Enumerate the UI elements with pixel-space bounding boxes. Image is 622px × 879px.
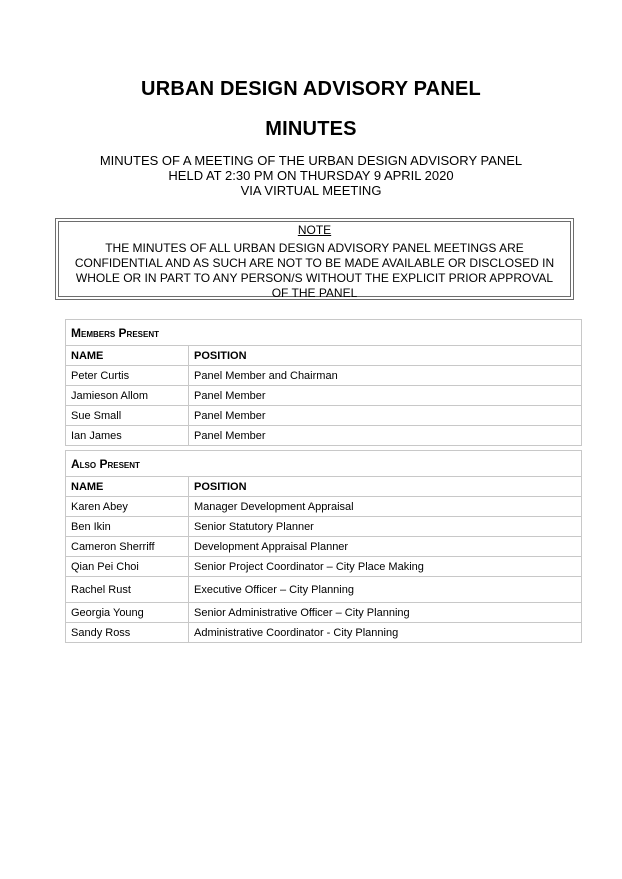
confidentiality-note-box [55,218,574,300]
table-row [66,537,582,557]
table-row [66,386,582,406]
section-heading: Members Present [66,320,582,346]
table-row [66,623,582,643]
table-row [66,366,582,386]
table-row [66,426,582,446]
attendee-name: Georgia Young [66,603,189,623]
member-name: Peter Curtis [66,366,189,386]
member-position: Panel Member [189,426,582,446]
document-title: URBAN DESIGN ADVISORY PANEL [141,78,481,100]
table-row [66,603,582,623]
note-line: CONFIDENTIAL AND AS SUCH ARE NOT TO BE MADE AVAILABLE OR DISCLOSED IN [74,256,555,270]
attendee-position: Executive Officer – City Planning [189,577,582,603]
document-subtitle: MINUTES [265,118,357,140]
column-header-name: NAME [66,346,189,366]
attendee-name: Cameron Sherriff [66,537,189,557]
note-line: WHOLE OR IN PART TO ANY PERSON/S WITHOUT THE EXPLICIT PRIOR APPROVAL [75,271,554,285]
section-heading: Also Present [66,451,582,477]
column-header-position: POSITION [189,477,582,497]
meeting-line: MINUTES OF A MEETING OF THE URBAN DESIGN ADVISORY PANEL [99,153,523,168]
note-heading: NOTE [297,223,332,237]
note-line: OF THE PANEL [271,286,358,300]
note-inner-border [58,221,571,300]
meeting-line: VIA VIRTUAL MEETING [240,183,382,198]
member-position: Panel Member [189,406,582,426]
attendee-position: Administrative Coordinator - City Planning [189,623,582,643]
table-row [66,557,582,577]
attendee-name: Rachel Rust [66,577,189,603]
table-row [66,406,582,426]
members-present-table [65,319,582,446]
note-line: THE MINUTES OF ALL URBAN DESIGN ADVISORY PANEL MEETINGS ARE [105,241,524,255]
meeting-details [0,153,622,198]
column-header-position: POSITION [189,346,582,366]
attendee-name: Qian Pei Choi [66,557,189,577]
member-name: Jamieson Allom [66,386,189,406]
attendee-position: Senior Administrative Officer – City Planning [189,603,582,623]
table-row [66,577,582,603]
table-row [66,497,582,517]
member-position: Panel Member [189,386,582,406]
member-position: Panel Member and Chairman [189,366,582,386]
note-body [59,241,570,301]
also-present-table [65,450,582,643]
attendee-position: Senior Statutory Planner [189,517,582,537]
member-name: Sue Small [66,406,189,426]
attendee-position: Manager Development Appraisal [189,497,582,517]
attendee-name: Sandy Ross [66,623,189,643]
column-header-name: NAME [66,477,189,497]
attendee-position: Development Appraisal Planner [189,537,582,557]
table-row [66,517,582,537]
attendee-position: Senior Project Coordinator – City Place Making [189,557,582,577]
member-name: Ian James [66,426,189,446]
attendee-name: Karen Abey [66,497,189,517]
attendee-name: Ben Ikin [66,517,189,537]
meeting-line: HELD AT 2:30 PM ON THURSDAY 9 APRIL 2020 [168,168,454,183]
